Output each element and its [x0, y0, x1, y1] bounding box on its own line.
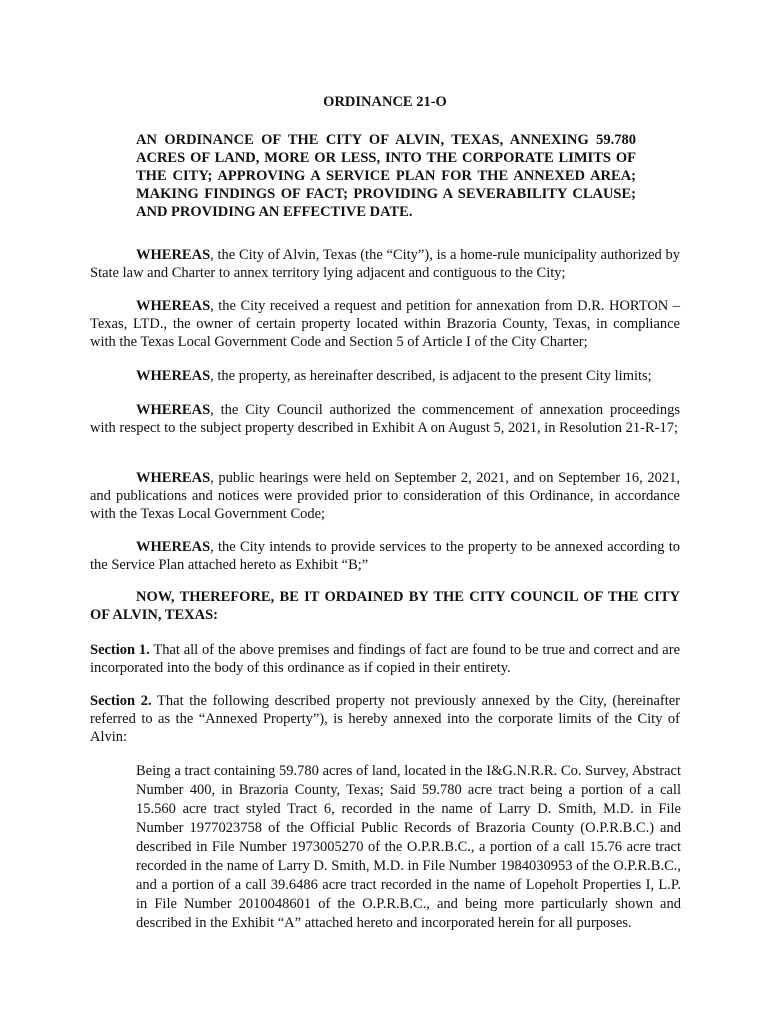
ordained-clause: NOW, THEREFORE, BE IT ORDAINED BY THE CITY COUNCIL OF THE CITY OF ALVIN, TEXAS: [90, 589, 680, 623]
whereas-text: , public hearings were held on September 2, 2021, and on September 16, 2021, and publications and notices were provided prior to consideration of this Ordinance, in accordance with the Texas Local Government Code; [90, 470, 680, 522]
whereas-label: WHEREAS [136, 470, 211, 486]
whereas-paragraph-5 [90, 469, 680, 523]
whereas-label: WHEREAS [136, 247, 211, 263]
section-2-label: Section 2. [90, 693, 152, 709]
whereas-paragraph-1 [90, 246, 680, 282]
tract-description: Being a tract containing 59.780 acres of land, located in the I&G.N.R.R. Co. Survey, Abstract Number 400, in Brazoria County, Texas; Said 59.780 acre tract being a portion of a call 15.560 acre tract styled Tract 6, recorded in the name of Larry D. Smith, M.D. in File Number 1977023758 of the Official Public Records of Brazoria County (O.P.R.B.C.) and described in File Number 1973005270 of the O.P.R.B.C., a portion of a call 15.76 acre tract recorded in the name of Larry D. Smith, M.D. in File Number 1984030953 of the O.P.R.B.C., and a portion of a call 39.6486 acre tract recorded in the name of Lopeholt Properties I, L.P. in File Number 2010048601 of the O.P.R.B.C., and being more particularly shown and described in the Exhibit “A” attached hereto and incorporated herein for all purposes. [136, 763, 681, 931]
section-1-text: That all of the above premises and findings of fact are found to be true and correct and are incorporated into the body of this ordinance as if copied in their entirety. [90, 642, 680, 676]
whereas-label: WHEREAS [136, 368, 211, 384]
whereas-label: WHEREAS [136, 402, 211, 418]
ordinance-heading: AN ORDINANCE OF THE CITY OF ALVIN, TEXAS, ANNEXING 59.780 ACRES OF LAND, MORE OR LESS, INTO THE CORPORATE LIMITS OF THE CITY; APPROVING A SERVICE PLAN FOR THE ANNEXED AREA; MAKING FINDINGS OF FACT; PROVIDING A SEVERABILITY CLAUSE; AND PROVIDING AN EFFECTIVE DATE. [136, 132, 636, 220]
whereas-paragraph-4 [90, 401, 680, 437]
whereas-paragraph-2 [90, 297, 680, 351]
whereas-text: , the City of Alvin, Texas (the “City”), is a home-rule municipality authorized by State law and Charter to annex territory lying adjacent and contiguous to the City; [90, 247, 680, 281]
section-1 [90, 641, 680, 677]
section-2-text: That the following described property not previously annexed by the City, (hereinafter referred to as the “Annexed Property”), is hereby annexed into the corporate limits of the City of Alvin: [90, 693, 681, 745]
whereas-text: , the City Council authorized the commencement of annexation proceedings with respect to the subject property described in Exhibit A on August 5, 2021, in Resolution 21-R-17; [90, 402, 680, 436]
section-2 [90, 692, 680, 746]
whereas-text: , the property, as hereinafter described, is adjacent to the present City limits; [210, 368, 652, 384]
whereas-label: WHEREAS [136, 539, 211, 555]
whereas-text: , the City intends to provide services to the property to be annexed according to the Service Plan attached hereto as Exhibit “B;” [90, 539, 680, 573]
section-1-label: Section 1. [90, 642, 150, 658]
ordinance-title: ORDINANCE 21-O [323, 94, 447, 110]
whereas-paragraph-6 [90, 538, 680, 574]
whereas-paragraph-3 [90, 367, 680, 385]
whereas-text: , the City received a request and petition for annexation from D.R. HORTON – Texas, LTD., the owner of certain property located within Brazoria County, Texas, in compliance with the Texas Local Government Code and Section 5 of Article I of the City Charter; [90, 298, 680, 350]
whereas-label: WHEREAS [136, 298, 211, 314]
